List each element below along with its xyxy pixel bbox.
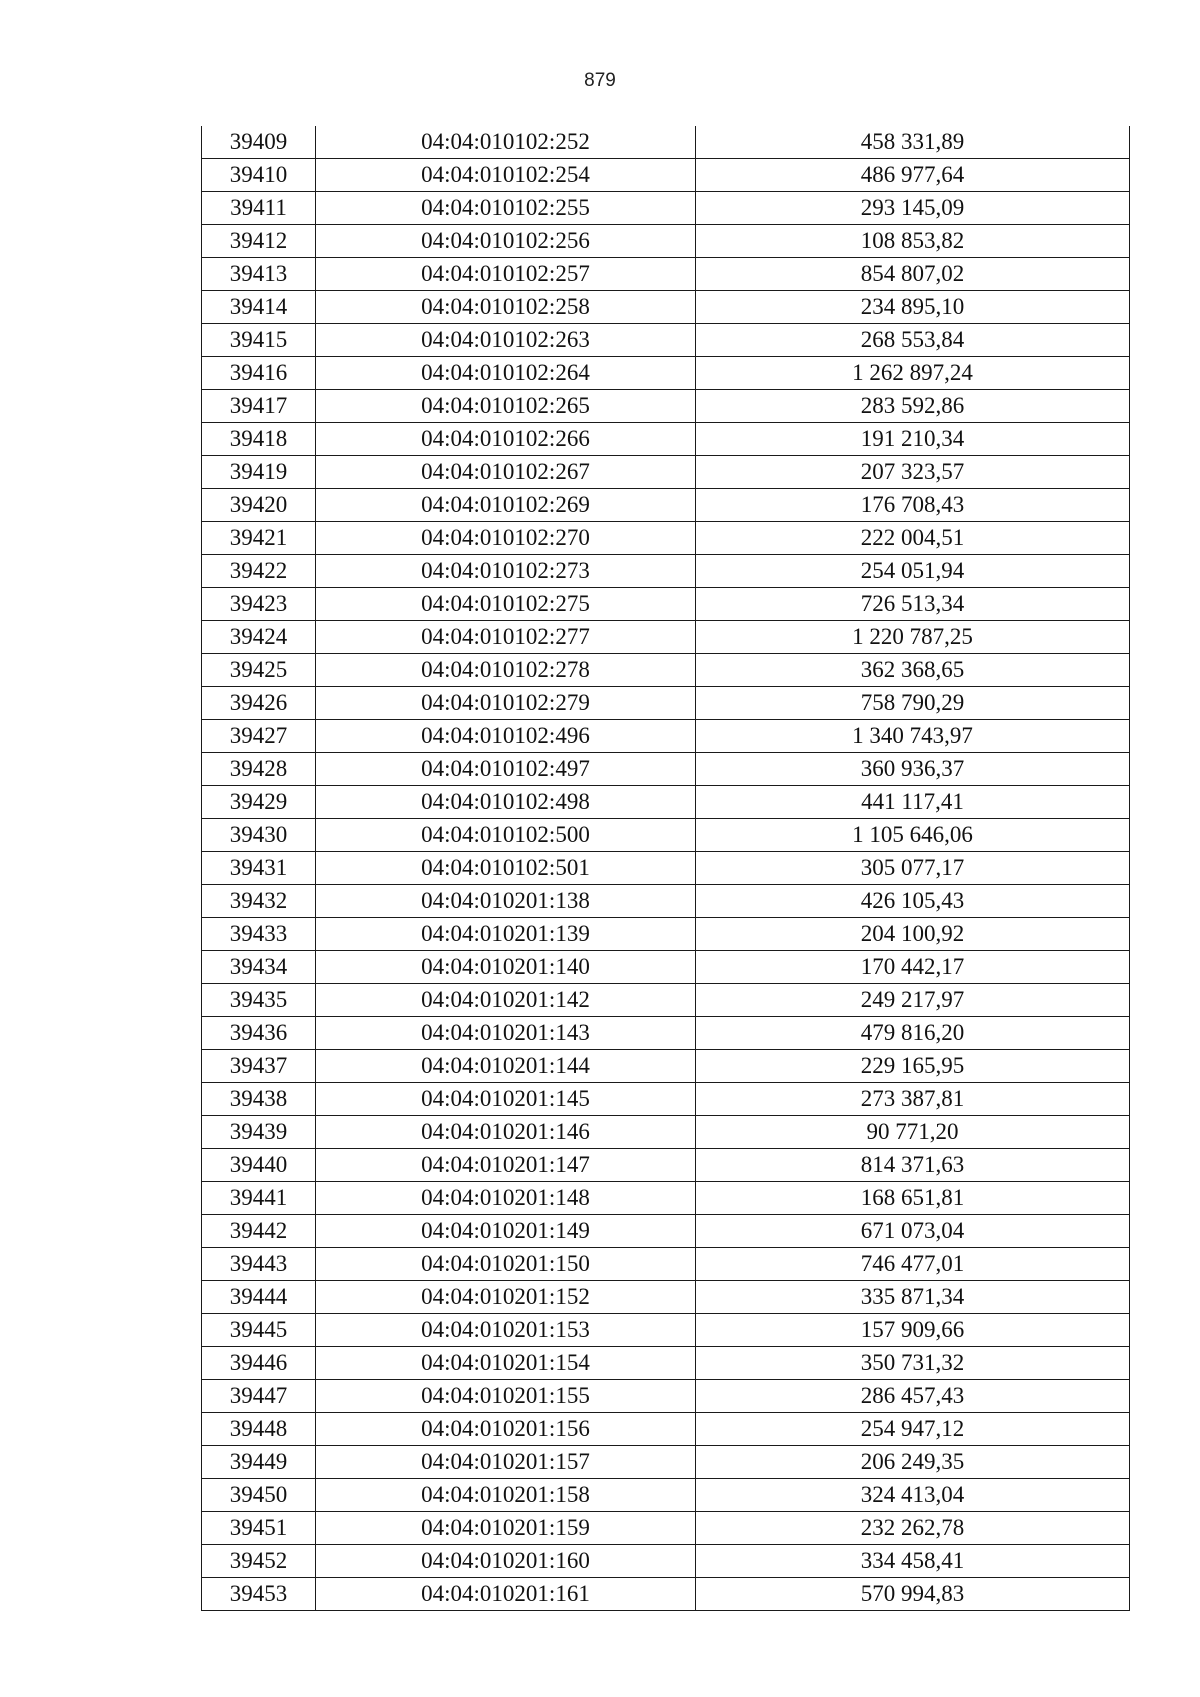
cadastral-number-cell: 04:04:010102:277 — [316, 621, 696, 654]
table-row — [202, 159, 1130, 192]
table-row — [202, 1545, 1130, 1578]
value-cell: 254 051,94 — [696, 555, 1130, 588]
row-number-cell: 39416 — [202, 357, 316, 390]
value-cell: 286 457,43 — [696, 1380, 1130, 1413]
table-body — [202, 126, 1130, 1611]
table-row — [202, 1479, 1130, 1512]
table-row — [202, 786, 1130, 819]
table-row — [202, 1413, 1130, 1446]
row-number-cell: 39453 — [202, 1578, 316, 1611]
cadastral-number-cell: 04:04:010201:159 — [316, 1512, 696, 1545]
table-row — [202, 1281, 1130, 1314]
cadastral-number-cell: 04:04:010102:270 — [316, 522, 696, 555]
cadastral-number-cell: 04:04:010201:156 — [316, 1413, 696, 1446]
table-row — [202, 324, 1130, 357]
table-row — [202, 291, 1130, 324]
row-number-cell: 39438 — [202, 1083, 316, 1116]
table-row — [202, 126, 1130, 159]
cadastral-number-cell: 04:04:010201:154 — [316, 1347, 696, 1380]
value-cell: 746 477,01 — [696, 1248, 1130, 1281]
row-number-cell: 39446 — [202, 1347, 316, 1380]
cadastral-number-cell: 04:04:010201:155 — [316, 1380, 696, 1413]
cadastral-number-cell: 04:04:010201:153 — [316, 1314, 696, 1347]
table-row — [202, 1215, 1130, 1248]
table-row — [202, 951, 1130, 984]
row-number-cell: 39415 — [202, 324, 316, 357]
row-number-cell: 39436 — [202, 1017, 316, 1050]
row-number-cell: 39421 — [202, 522, 316, 555]
value-cell: 1 340 743,97 — [696, 720, 1130, 753]
value-cell: 360 936,37 — [696, 753, 1130, 786]
table-row — [202, 1248, 1130, 1281]
table-row — [202, 555, 1130, 588]
row-number-cell: 39410 — [202, 159, 316, 192]
cadastral-number-cell: 04:04:010102:500 — [316, 819, 696, 852]
value-cell: 570 994,83 — [696, 1578, 1130, 1611]
table-row — [202, 654, 1130, 687]
value-cell: 305 077,17 — [696, 852, 1130, 885]
cadastral-number-cell: 04:04:010201:146 — [316, 1116, 696, 1149]
cadastral-number-cell: 04:04:010102:265 — [316, 390, 696, 423]
value-cell: 229 165,95 — [696, 1050, 1130, 1083]
row-number-cell: 39433 — [202, 918, 316, 951]
value-cell: 334 458,41 — [696, 1545, 1130, 1578]
table-row — [202, 1380, 1130, 1413]
cadastral-number-cell: 04:04:010201:160 — [316, 1545, 696, 1578]
table-row — [202, 885, 1130, 918]
row-number-cell: 39445 — [202, 1314, 316, 1347]
row-number-cell: 39419 — [202, 456, 316, 489]
row-number-cell: 39428 — [202, 753, 316, 786]
cadastral-number-cell: 04:04:010102:269 — [316, 489, 696, 522]
row-number-cell: 39448 — [202, 1413, 316, 1446]
row-number-cell: 39412 — [202, 225, 316, 258]
cadastral-number-cell: 04:04:010102:252 — [316, 126, 696, 159]
row-number-cell: 39449 — [202, 1446, 316, 1479]
cadastral-number-cell: 04:04:010102:279 — [316, 687, 696, 720]
cadastral-number-cell: 04:04:010102:266 — [316, 423, 696, 456]
value-cell: 204 100,92 — [696, 918, 1130, 951]
row-number-cell: 39411 — [202, 192, 316, 225]
cadastral-number-cell: 04:04:010102:258 — [316, 291, 696, 324]
table-row — [202, 1149, 1130, 1182]
value-cell: 170 442,17 — [696, 951, 1130, 984]
row-number-cell: 39432 — [202, 885, 316, 918]
cadastral-number-cell: 04:04:010201:147 — [316, 1149, 696, 1182]
value-cell: 1 105 646,06 — [696, 819, 1130, 852]
cadastral-number-cell: 04:04:010201:142 — [316, 984, 696, 1017]
value-cell: 191 210,34 — [696, 423, 1130, 456]
value-cell: 206 249,35 — [696, 1446, 1130, 1479]
cadastral-number-cell: 04:04:010102:267 — [316, 456, 696, 489]
value-cell: 234 895,10 — [696, 291, 1130, 324]
row-number-cell: 39425 — [202, 654, 316, 687]
value-cell: 324 413,04 — [696, 1479, 1130, 1512]
table-row — [202, 819, 1130, 852]
row-number-cell: 39409 — [202, 126, 316, 159]
value-cell: 207 323,57 — [696, 456, 1130, 489]
cadastral-number-cell: 04:04:010201:144 — [316, 1050, 696, 1083]
table-row — [202, 1017, 1130, 1050]
cadastral-number-cell: 04:04:010201:149 — [316, 1215, 696, 1248]
cadastral-number-cell: 04:04:010201:148 — [316, 1182, 696, 1215]
table-row — [202, 390, 1130, 423]
value-cell: 458 331,89 — [696, 126, 1130, 159]
value-cell: 254 947,12 — [696, 1413, 1130, 1446]
row-number-cell: 39437 — [202, 1050, 316, 1083]
cadastral-number-cell: 04:04:010201:143 — [316, 1017, 696, 1050]
value-cell: 168 651,81 — [696, 1182, 1130, 1215]
value-cell: 273 387,81 — [696, 1083, 1130, 1116]
row-number-cell: 39426 — [202, 687, 316, 720]
value-cell: 350 731,32 — [696, 1347, 1130, 1380]
cadastral-number-cell: 04:04:010102:278 — [316, 654, 696, 687]
table-row — [202, 1314, 1130, 1347]
value-cell: 441 117,41 — [696, 786, 1130, 819]
row-number-cell: 39413 — [202, 258, 316, 291]
value-cell: 335 871,34 — [696, 1281, 1130, 1314]
row-number-cell: 39424 — [202, 621, 316, 654]
cadastral-number-cell: 04:04:010102:273 — [316, 555, 696, 588]
row-number-cell: 39450 — [202, 1479, 316, 1512]
value-cell: 108 853,82 — [696, 225, 1130, 258]
table-row — [202, 1182, 1130, 1215]
row-number-cell: 39447 — [202, 1380, 316, 1413]
row-number-cell: 39444 — [202, 1281, 316, 1314]
value-cell: 479 816,20 — [696, 1017, 1130, 1050]
row-number-cell: 39423 — [202, 588, 316, 621]
table-row — [202, 588, 1130, 621]
row-number-cell: 39431 — [202, 852, 316, 885]
row-number-cell: 39430 — [202, 819, 316, 852]
value-cell: 222 004,51 — [696, 522, 1130, 555]
value-cell: 1 220 787,25 — [696, 621, 1130, 654]
value-cell: 486 977,64 — [696, 159, 1130, 192]
row-number-cell: 39418 — [202, 423, 316, 456]
value-cell: 90 771,20 — [696, 1116, 1130, 1149]
cadastral-number-cell: 04:04:010102:264 — [316, 357, 696, 390]
table-row — [202, 753, 1130, 786]
cadastral-number-cell: 04:04:010201:150 — [316, 1248, 696, 1281]
data-table — [201, 126, 1130, 1611]
table-row — [202, 192, 1130, 225]
row-number-cell: 39427 — [202, 720, 316, 753]
table-row — [202, 225, 1130, 258]
cadastral-number-cell: 04:04:010201:157 — [316, 1446, 696, 1479]
table-row — [202, 258, 1130, 291]
cadastral-number-cell: 04:04:010102:255 — [316, 192, 696, 225]
table-row — [202, 687, 1130, 720]
cadastral-number-cell: 04:04:010102:263 — [316, 324, 696, 357]
row-number-cell: 39417 — [202, 390, 316, 423]
table-row — [202, 1578, 1130, 1611]
row-number-cell: 39452 — [202, 1545, 316, 1578]
table-row — [202, 852, 1130, 885]
cadastral-number-cell: 04:04:010201:158 — [316, 1479, 696, 1512]
table-row — [202, 456, 1130, 489]
row-number-cell: 39435 — [202, 984, 316, 1017]
table-row — [202, 1050, 1130, 1083]
row-number-cell: 39429 — [202, 786, 316, 819]
value-cell: 726 513,34 — [696, 588, 1130, 621]
table-row — [202, 1083, 1130, 1116]
row-number-cell: 39440 — [202, 1149, 316, 1182]
value-cell: 157 909,66 — [696, 1314, 1130, 1347]
cadastral-number-cell: 04:04:010201:138 — [316, 885, 696, 918]
cadastral-number-cell: 04:04:010102:254 — [316, 159, 696, 192]
table-row — [202, 1446, 1130, 1479]
value-cell: 283 592,86 — [696, 390, 1130, 423]
cadastral-number-cell: 04:04:010201:140 — [316, 951, 696, 984]
table-row — [202, 423, 1130, 456]
value-cell: 268 553,84 — [696, 324, 1130, 357]
table-row — [202, 621, 1130, 654]
table-row — [202, 522, 1130, 555]
table-row — [202, 1116, 1130, 1149]
cadastral-number-cell: 04:04:010102:496 — [316, 720, 696, 753]
value-cell: 362 368,65 — [696, 654, 1130, 687]
row-number-cell: 39422 — [202, 555, 316, 588]
table-row — [202, 1512, 1130, 1545]
value-cell: 671 073,04 — [696, 1215, 1130, 1248]
row-number-cell: 39442 — [202, 1215, 316, 1248]
value-cell: 176 708,43 — [696, 489, 1130, 522]
table-row — [202, 357, 1130, 390]
cadastral-number-cell: 04:04:010102:257 — [316, 258, 696, 291]
row-number-cell: 39420 — [202, 489, 316, 522]
page-number: 879 — [584, 70, 616, 91]
value-cell: 814 371,63 — [696, 1149, 1130, 1182]
cadastral-number-cell: 04:04:010201:161 — [316, 1578, 696, 1611]
cadastral-number-cell: 04:04:010201:139 — [316, 918, 696, 951]
cadastral-number-cell: 04:04:010102:497 — [316, 753, 696, 786]
cadastral-number-cell: 04:04:010201:145 — [316, 1083, 696, 1116]
row-number-cell: 39434 — [202, 951, 316, 984]
table-row — [202, 720, 1130, 753]
value-cell: 426 105,43 — [696, 885, 1130, 918]
row-number-cell: 39439 — [202, 1116, 316, 1149]
cadastral-number-cell: 04:04:010102:498 — [316, 786, 696, 819]
cadastral-number-cell: 04:04:010102:501 — [316, 852, 696, 885]
table-row — [202, 1347, 1130, 1380]
value-cell: 1 262 897,24 — [696, 357, 1130, 390]
value-cell: 854 807,02 — [696, 258, 1130, 291]
row-number-cell: 39443 — [202, 1248, 316, 1281]
table-row — [202, 918, 1130, 951]
cadastral-number-cell: 04:04:010102:275 — [316, 588, 696, 621]
cadastral-value-table — [201, 126, 1129, 1611]
value-cell: 249 217,97 — [696, 984, 1130, 1017]
row-number-cell: 39441 — [202, 1182, 316, 1215]
value-cell: 232 262,78 — [696, 1512, 1130, 1545]
row-number-cell: 39414 — [202, 291, 316, 324]
cadastral-number-cell: 04:04:010201:152 — [316, 1281, 696, 1314]
table-row — [202, 489, 1130, 522]
cadastral-number-cell: 04:04:010102:256 — [316, 225, 696, 258]
table-row — [202, 984, 1130, 1017]
row-number-cell: 39451 — [202, 1512, 316, 1545]
value-cell: 758 790,29 — [696, 687, 1130, 720]
value-cell: 293 145,09 — [696, 192, 1130, 225]
